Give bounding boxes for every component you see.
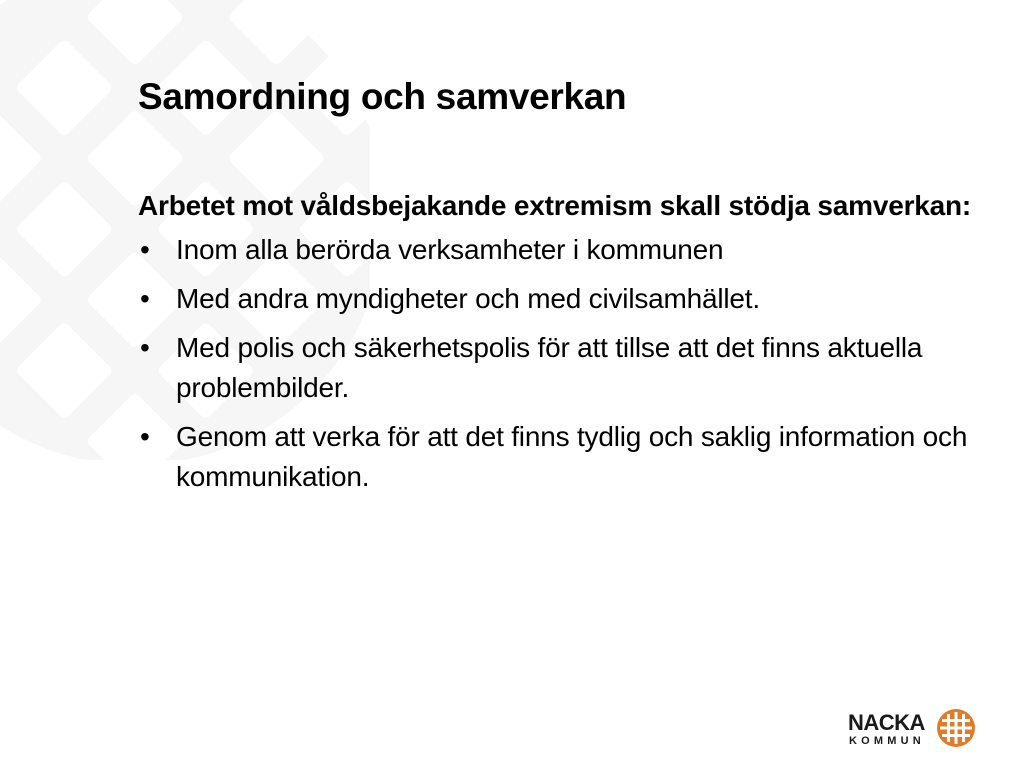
nacka-kommun-logo: [848, 706, 980, 752]
slide-body: [138, 186, 978, 506]
bullet-icon: •: [140, 332, 150, 363]
logo-name: NACKA: [848, 710, 925, 735]
bullet-icon: •: [140, 234, 150, 265]
bullet-text: Med andra myndigheter och med civilsamhället.: [176, 283, 760, 314]
bullet-text: Med polis och säkerhetspolis för att tillse att det finns aktuella problembilder.: [176, 332, 923, 403]
logo-subtitle: KOMMUN: [849, 735, 925, 747]
bullet-text: Genom att verka för att det finns tydlig och saklig information och kommunikation.: [176, 421, 968, 492]
bullet-item: [138, 279, 978, 319]
bullet-icon: •: [140, 283, 150, 314]
bullet-item: [138, 417, 978, 497]
bullet-list: [138, 230, 978, 497]
bullet-text: Inom alla berörda verksamheter i kommunen: [176, 234, 724, 265]
nacka-emblem-icon: [936, 708, 976, 748]
lead-text: Arbetet mot våldsbejakande extremism skall stödja samverkan:: [138, 190, 972, 221]
slide-title: Samordning och samverkan: [138, 76, 627, 117]
bullet-item: [138, 328, 978, 408]
bullet-icon: •: [140, 421, 150, 452]
bullet-item: [138, 230, 978, 270]
